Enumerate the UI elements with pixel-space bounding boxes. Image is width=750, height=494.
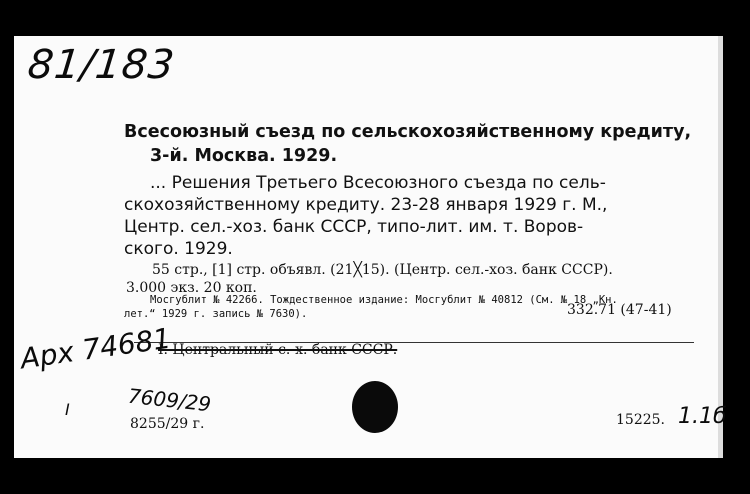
struck-entry: I. Центральный с.-х. банк СССР. — [158, 342, 398, 358]
inventory-handwritten-right: 1.1б — [678, 404, 727, 429]
heading-line-1: Всесоюзный съезд по сельскохозяйственному кредиту, — [124, 122, 692, 142]
margin-mark: I — [65, 400, 70, 419]
punch-hole — [352, 381, 398, 433]
call-number: 81/183 — [25, 42, 178, 88]
note-line-2: лет.“ 1929 г. запись № 7630). — [124, 308, 308, 320]
title-line-2: скохозяйственному кредиту. 23-28 января 1929 г. М., — [124, 195, 608, 215]
title-line-3: Центр. сел.-хоз. банк СССР, типо-лит. им. т. Воров- — [124, 217, 584, 237]
description-line-2: 3.000 экз. 20 коп. — [126, 280, 257, 296]
title-line-1: ... Решения Третьего Всесоюзного съезда по сель- — [150, 173, 606, 193]
heading-line-2: 3-й. Москва. 1929. — [150, 146, 338, 166]
description-line-1: 55 стр., [1] стр. объявл. (21╳15). (Центр. сел.-хоз. банк СССР). — [152, 262, 613, 278]
inventory-number-right: 15225. — [616, 412, 665, 428]
pencil-note: 7609/29 — [126, 383, 213, 417]
classification-code: 332.71 (47-41) — [567, 302, 672, 318]
inventory-number-left: 8255/29 г. — [130, 416, 205, 432]
catalog-card — [14, 36, 727, 458]
archive-number-handwritten: Арх 74681 — [18, 321, 174, 376]
title-line-4: ского. 1929. — [124, 239, 233, 259]
note-line-1: Мосгублит № 42266. Тождественное издание: Мосгублит № 40812 (См. № 18 „Кн. — [150, 294, 618, 306]
